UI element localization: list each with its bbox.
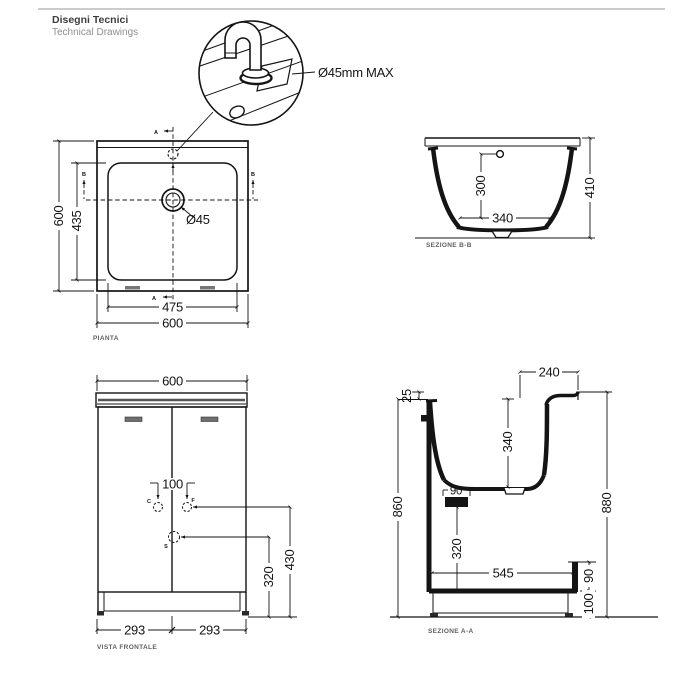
front-hole-cold — [183, 503, 192, 512]
plan-marker-a-top — [154, 130, 173, 136]
detail-max-label: Ø45mm MAX — [318, 65, 394, 80]
plan-marker-b-right — [251, 172, 255, 199]
aa-dim-860: 860 — [390, 496, 405, 518]
bb-dim-340: 340 — [492, 210, 513, 226]
dim-front-width — [97, 374, 247, 392]
front-dim-600: 600 — [162, 373, 183, 389]
detail-to-plan-leader — [177, 112, 213, 151]
plan-basin — [108, 163, 237, 280]
aa-drain — [504, 488, 525, 494]
front-handle-left — [125, 417, 142, 422]
dim-bb-bottom-width — [460, 211, 550, 226]
aa-dim-320: 320 — [449, 538, 464, 560]
aa-dim-340: 340 — [500, 431, 515, 453]
front-dim-100: 100 — [162, 476, 183, 492]
bb-wall-left — [433, 148, 459, 227]
dim-aa-plinth — [581, 590, 596, 618]
view-label-pianta: PIANTA — [93, 335, 119, 342]
bb-drain — [492, 231, 512, 238]
aa-dim-90-back: 90 — [581, 569, 596, 583]
dim-front-drain-height — [261, 537, 276, 617]
front-foot-right — [242, 611, 249, 616]
front-marker-s: S — [164, 544, 168, 550]
view-label-vista-frontale: VISTA FRONTALE — [97, 644, 158, 651]
aa-dim-100: 100 — [581, 593, 596, 615]
bb-floor — [457, 227, 548, 230]
front-marker-f: F — [191, 498, 195, 504]
aa-dim-240: 240 — [538, 364, 560, 380]
front-dim-320: 320 — [261, 566, 276, 588]
aa-dim-25: 25 — [399, 389, 414, 403]
front-hole-hot — [154, 503, 163, 512]
plan-dim-600-left: 600 — [51, 205, 66, 227]
plan-dim-435: 435 — [69, 210, 84, 232]
dim-front-hole-height — [282, 507, 297, 617]
dim-bb-height — [582, 138, 597, 238]
plan-foot-right — [200, 286, 215, 290]
front-foot-left — [97, 611, 104, 616]
header — [38, 9, 665, 38]
marker-b-right-letter: B — [251, 172, 255, 178]
front-dim-293-left: 293 — [124, 622, 145, 638]
view-label-sezione-aa: SEZIONE A-A — [428, 628, 474, 635]
plan-view — [51, 127, 258, 342]
marker-a-top-letter: A — [154, 130, 158, 136]
front-dim-430: 430 — [282, 549, 297, 571]
section-aa-view — [390, 365, 658, 636]
dim-aa-inner-depth — [432, 566, 573, 581]
plan-dim-600-bottom: 600 — [162, 315, 183, 331]
bb-wall-right — [546, 148, 572, 227]
page-subtitle: Technical Drawings — [52, 27, 139, 38]
detail-view — [177, 15, 394, 151]
page-title: Disegni Tecnici — [52, 14, 129, 26]
aa-dim-545: 545 — [492, 565, 514, 581]
marker-b-left-letter: B — [82, 172, 86, 178]
aa-siphon-block — [445, 497, 468, 507]
bb-faucet-hole — [497, 151, 504, 158]
dim-aa-siphon-height — [449, 507, 464, 591]
dim-aa-front-height — [390, 399, 405, 617]
front-dim-293-right: 293 — [199, 622, 220, 638]
front-handle-right — [201, 417, 218, 422]
dim-aa-basin-depth — [500, 399, 515, 487]
bb-dim-410: 410 — [582, 177, 597, 199]
front-view — [96, 374, 297, 652]
dim-front-doors — [97, 616, 246, 638]
front-hole-drain — [169, 532, 180, 543]
dim-bb-depth — [473, 154, 496, 218]
bb-dim-300: 300 — [473, 175, 488, 197]
front-marker-c: C — [147, 499, 151, 505]
overflow-hole — [228, 104, 246, 120]
dim-aa-rim — [399, 389, 424, 403]
aa-wall-back — [544, 404, 547, 475]
dim-plan-basin-height — [69, 163, 106, 280]
faucet-spout — [225, 22, 261, 70]
marker-a-bottom-letter: A — [152, 296, 156, 302]
aa-wall-front — [430, 402, 444, 480]
section-bb-view — [415, 138, 597, 249]
aa-rim-ledge — [546, 392, 578, 406]
dim-aa-top-depth — [520, 365, 578, 399]
aa-dim-880: 880 — [599, 492, 614, 514]
plan-drain-label: Ø45 — [186, 212, 210, 227]
plan-foot-left — [125, 286, 140, 290]
plan-dim-475: 475 — [162, 299, 183, 315]
plan-marker-b-left — [82, 172, 86, 199]
view-label-sezione-bb: SEZIONE B-B — [426, 242, 472, 249]
aa-dim-90-siphon: 90 — [449, 485, 463, 498]
dim-front-hole-spacing — [147, 477, 195, 512]
